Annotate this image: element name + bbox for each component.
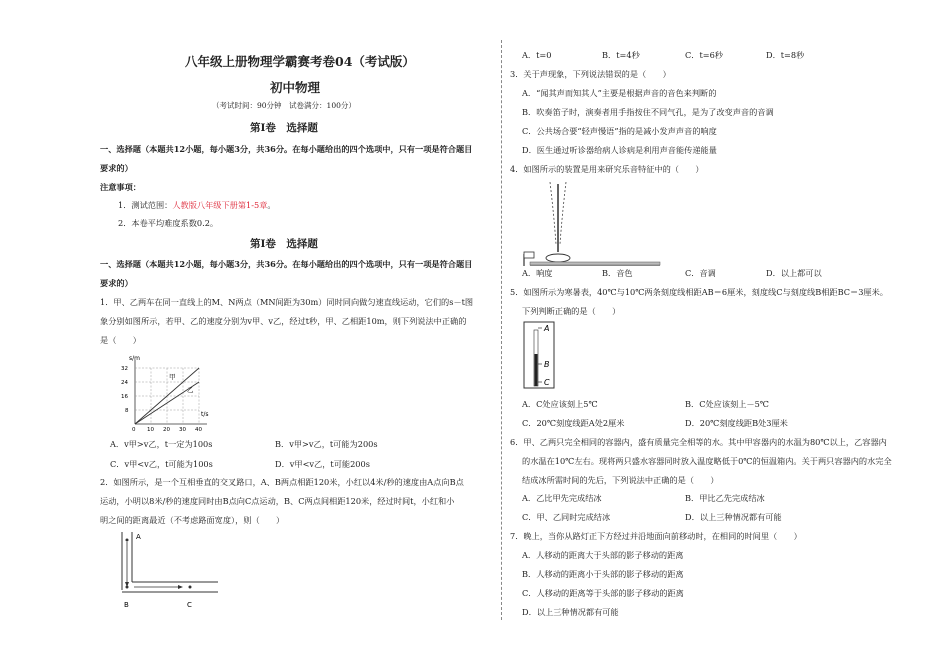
section1-intro: 一、选择题（本题共12小题，每小题3分，共36分。在每小题给出的四个选项中，只有一项是符合题目 xyxy=(100,144,473,154)
q2-crossroad-diagram xyxy=(110,530,220,612)
q1-line1: 1．甲、乙两车在同一直线上的M、N两点（MN间距为30m）同时同向做匀速直线运动，它们的s－t图 xyxy=(100,297,474,307)
exam-title: 八年级上册物理学霸赛考卷04（考试版） xyxy=(185,54,415,69)
q2-line2: 运动，小明以8米/秒的速度同时由B点向C点运动，B、C两点间相距120米，经过时间t，小红和小 xyxy=(100,496,455,506)
q7-option-b: B．人移动的距离小于头部的影子移动的距离 xyxy=(522,569,684,579)
q1-option-b: B．v甲>v乙，t可能为200s xyxy=(275,439,378,449)
q4-clamp xyxy=(524,252,534,258)
q1-ytick-24: 24 xyxy=(121,380,128,386)
q1-ytick-16: 16 xyxy=(121,394,128,400)
q1-option-a: A．v甲>v乙，t一定为100s xyxy=(110,439,213,449)
q1-label-yi: 乙 xyxy=(187,386,194,394)
q1-xtick-20: 20 xyxy=(163,427,170,432)
q1-line3: 是（ ） xyxy=(100,335,141,345)
section2-heading: 第Ⅰ卷 选择题 xyxy=(250,238,318,250)
q1-xtick-40: 40 xyxy=(195,427,202,432)
q4-base xyxy=(546,254,570,262)
q2-arrowhead-right xyxy=(178,585,183,589)
q1-option-c: C．v甲<v乙，t可能为100s xyxy=(110,459,213,469)
q6-line3: 结成冰所需时间的先后，下列说法中正确的是（ ） xyxy=(522,475,719,485)
notes-title: 注意事项： xyxy=(100,182,141,192)
q5-line1: 5．如图所示为寒暑表，40℃与10℃两条刻度线相距AB＝6厘米，刻度线C与刻度线B相距BC＝3厘米。 xyxy=(510,287,888,297)
section1-heading: 第Ⅰ卷 选择题 xyxy=(250,122,318,134)
q5-liquid xyxy=(535,354,538,386)
q6-option-b: B．甲比乙先完成结冰 xyxy=(685,493,765,503)
right-column xyxy=(510,0,910,672)
q5-line2: 下列判断正确的是（ ） xyxy=(522,306,621,316)
q5-option-d: D．20℃刻度线距B处3厘米 xyxy=(685,418,788,428)
section1-intro-2: 要求的） xyxy=(100,163,133,173)
q3-option-c: C．公共场合要“轻声慢语”指的是减小发声声音的响度 xyxy=(522,126,717,136)
q3-option-d: D．医生通过听诊器给病人诊病是利用声音能传递能量 xyxy=(522,145,717,155)
q1-option-d: D．v甲<v乙，t可能200s xyxy=(275,459,370,469)
q4-vibration-left xyxy=(550,182,556,244)
note-1-range: 人教版八年级下册第1-5章 xyxy=(172,200,268,210)
note-2: 2．本卷平均难度系数0.2。 xyxy=(118,218,219,228)
q4-ruler xyxy=(530,262,660,265)
q1-label-jia: 甲 xyxy=(169,373,176,381)
section2-intro-2: 要求的） xyxy=(100,278,133,288)
note-1-prefix: 1．测试范围： xyxy=(118,200,173,210)
column-divider xyxy=(501,40,502,620)
q4-option-b: B．音色 xyxy=(602,268,633,278)
q1-line2: 象分别如图所示，若甲、乙的速度分别为v甲、v乙，经过t秒，甲、乙相距10m，则下列说法中正确的 xyxy=(100,316,467,326)
q5-option-a: A．C处应该刻上5℃ xyxy=(522,399,598,409)
q7-option-a: A．人移动的距离大于头部的影子移动的距离 xyxy=(522,550,684,560)
q3-stem: 3．关于声现象，下列说法错误的是（ ） xyxy=(510,69,671,79)
q5-label-c: C xyxy=(544,378,550,387)
q6-option-c: C．甲、乙同时完成结冰 xyxy=(522,512,611,522)
q4-option-d: D．以上都可以 xyxy=(766,268,822,278)
q2-option-c: C．t=6秒 xyxy=(685,50,723,60)
q2-point-a xyxy=(126,539,129,542)
q6-line1: 6．甲、乙两只完全相同的容器内，盛有质量完全相等的水。其中甲容器内的水温为80℃以上，乙容器内 xyxy=(510,437,887,447)
q6-option-a: A．乙比甲先完成结冰 xyxy=(522,493,602,503)
q6-line2: 的水温在10℃左右。现将两只盛水容器同时放入温度略低于0℃的恒温箱内。关于两只容器内的水完全 xyxy=(522,456,892,466)
q1-xtick-30: 30 xyxy=(179,427,186,432)
section2-intro: 一、选择题（本题共12小题，每小题3分，共36分。在每小题给出的四个选项中，只有一项是符合题目 xyxy=(100,259,473,269)
q5-option-c: C．20℃刻度线距A处2厘米 xyxy=(522,418,625,428)
q4-stem: 4．如图所示的装置是用来研究乐音特征中的（ ） xyxy=(510,164,704,174)
q4-apparatus-diagram xyxy=(520,176,670,266)
q2-label-b: B xyxy=(124,601,129,609)
q5-thermometer-diagram xyxy=(522,320,562,390)
q1-ytick-32: 32 xyxy=(121,366,128,372)
q1-y-label: s/m xyxy=(129,355,140,362)
q7-option-c: C．人移动的距离等于头部的影子移动的距离 xyxy=(522,588,684,598)
q4-option-c: C．音调 xyxy=(685,268,716,278)
q2-line1: 2．如图所示，是一个互相垂直的交叉路口，A、B两点相距120米，小红以4米/秒的速度由A点向B点 xyxy=(100,477,464,487)
q4-option-a: A．响度 xyxy=(522,268,553,278)
q2-label-c: C xyxy=(187,601,192,609)
q1-xtick-10: 10 xyxy=(147,427,154,432)
q2-option-d: D．t=8秒 xyxy=(766,50,805,60)
exam-subtitle: 初中物理 xyxy=(270,80,321,95)
note-1 xyxy=(118,199,276,211)
q1-ytick-8: 8 xyxy=(125,408,129,414)
q1-xtick-0: 0 xyxy=(132,427,136,432)
q1-st-graph xyxy=(115,352,215,432)
q4-vibration-right xyxy=(560,182,566,244)
q7-stem: 7．晚上，当你从路灯正下方经过并沿地面向前移动时，在相同的时间里（ ） xyxy=(510,531,802,541)
q2-point-c xyxy=(189,586,192,589)
q1-x-label: t/s xyxy=(201,411,209,418)
q5-label-b: B xyxy=(544,360,550,369)
q2-label-a: A xyxy=(136,533,141,541)
left-column xyxy=(100,0,490,672)
q2-point-b xyxy=(126,586,129,589)
q7-option-d: D．以上三种情况都有可能 xyxy=(522,607,619,617)
q5-label-a: A xyxy=(544,324,550,333)
q5-option-b: B．C处应该刻上－5℃ xyxy=(685,399,769,409)
q2-option-a: A．t=0 xyxy=(522,50,552,60)
q2-option-b: B．t=4秒 xyxy=(602,50,640,60)
q6-option-d: D．以上三种情况都有可能 xyxy=(685,512,782,522)
q3-option-b: B．吹奏笛子时，演奏者用手指按住不同气孔，是为了改变声音的音调 xyxy=(522,107,774,117)
note-1-suffix: 。 xyxy=(267,200,276,210)
exam-info: （考试时间：90分钟 试卷满分：100分） xyxy=(212,101,356,110)
q2-line3: 明之间的距离最近（不考虑路面宽度），则（ ） xyxy=(100,515,285,525)
q3-option-a: A．“闻其声而知其人”主要是根据声音的音色来判断的 xyxy=(522,88,717,98)
